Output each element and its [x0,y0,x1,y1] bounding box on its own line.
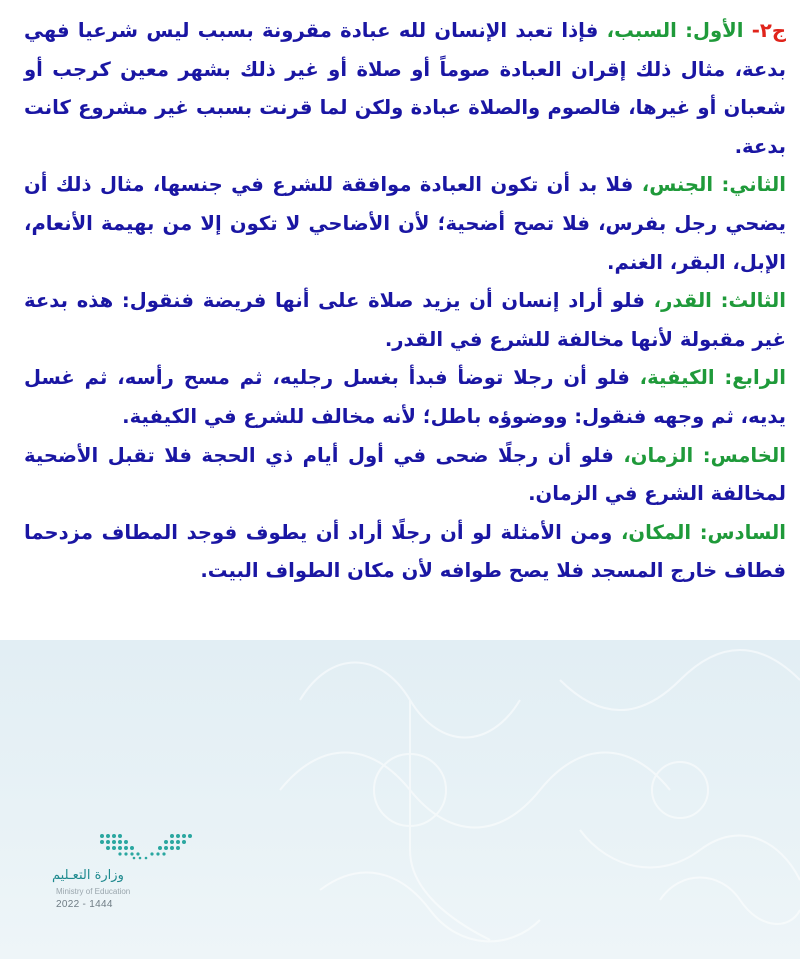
paragraph-label: الثالث: القدر، [653,289,787,313]
ministry-name-arabic: وزارة التعـليم [52,868,124,883]
paragraph-label: السادس: المكان، [620,520,786,544]
answer-text [24,12,786,591]
page-footer-background [0,640,800,959]
paragraph-text: ومن الأمثلة لو أن رجلًا أراد أن يطوف فوجد المطاف مزدحما فطاف خارج المسجد فلا يصح طوافه لأن مكان الطواف البيت. [24,520,786,583]
paragraph-text: فلو أن رجلا توضأ فبدأ بغسل رجليه، ثم مسح رأسه، ثم غسل يديه، ثم وجهه فنقول: ووضوؤه باطل؛ لأنه مخالف للشرع في الكيفية. [24,366,786,428]
ministry-name-english: Ministry of Education [56,887,131,896]
paragraph-label: الخامس: الزمان، [623,443,786,467]
answer-paragraph-1 [24,12,786,166]
paragraph-label: الرابع: الكيفية، [639,366,786,390]
answer-paragraph-3 [24,282,786,359]
arabesque-ornament [260,640,800,959]
paragraph-text: فلو أن رجلًا ضحى في أول أيام ذي الحجة فلا تقبل الأضحية لمخالفة الشرع في الزمان. [24,443,786,506]
ministry-logo-dots-icon [96,828,196,864]
answer-paragraph-2 [24,166,786,282]
answer-paragraph-6 [24,514,786,591]
paragraph-label: الثاني: الجنس، [641,173,786,197]
paragraph-label: الأول: السبب، [606,19,744,42]
edition-year: 2022 - 1444 [56,899,113,910]
answer-paragraph-4 [24,359,786,436]
paragraph-text: فلا بد أن تكون العبادة موافقة للشرع في جنسها، مثال ذلك أن يضحي رجل بفرس، فلا تصح أضحية؛ لأن الأضاحي لا تكون إلا من بهيمة الأنعام، الإبل، البقر، الغنم. [24,173,786,274]
paragraph-text: فإذا تعبد الإنسان لله عبادة مقرونة بسبب ليس شرعيا فهي بدعة، مثال ذلك إقران العبادة صوماً أو صلاة أو غير ذلك بشهر معين كرجب أو شعبان أو غيرها، فالصوم والصلاة عبادة ولكن لما قرنت بسبب غير مشروع كانت بدعة. [24,19,786,158]
answer-paragraph-5 [24,437,786,514]
answer-number: ج٢- [751,19,786,42]
paragraph-text: فلو أراد إنسان أن يزيد صلاة على أنها فريضة فنقول: هذه بدعة غير مقبولة لأنها مخالفة للشرع في القدر. [24,289,786,351]
